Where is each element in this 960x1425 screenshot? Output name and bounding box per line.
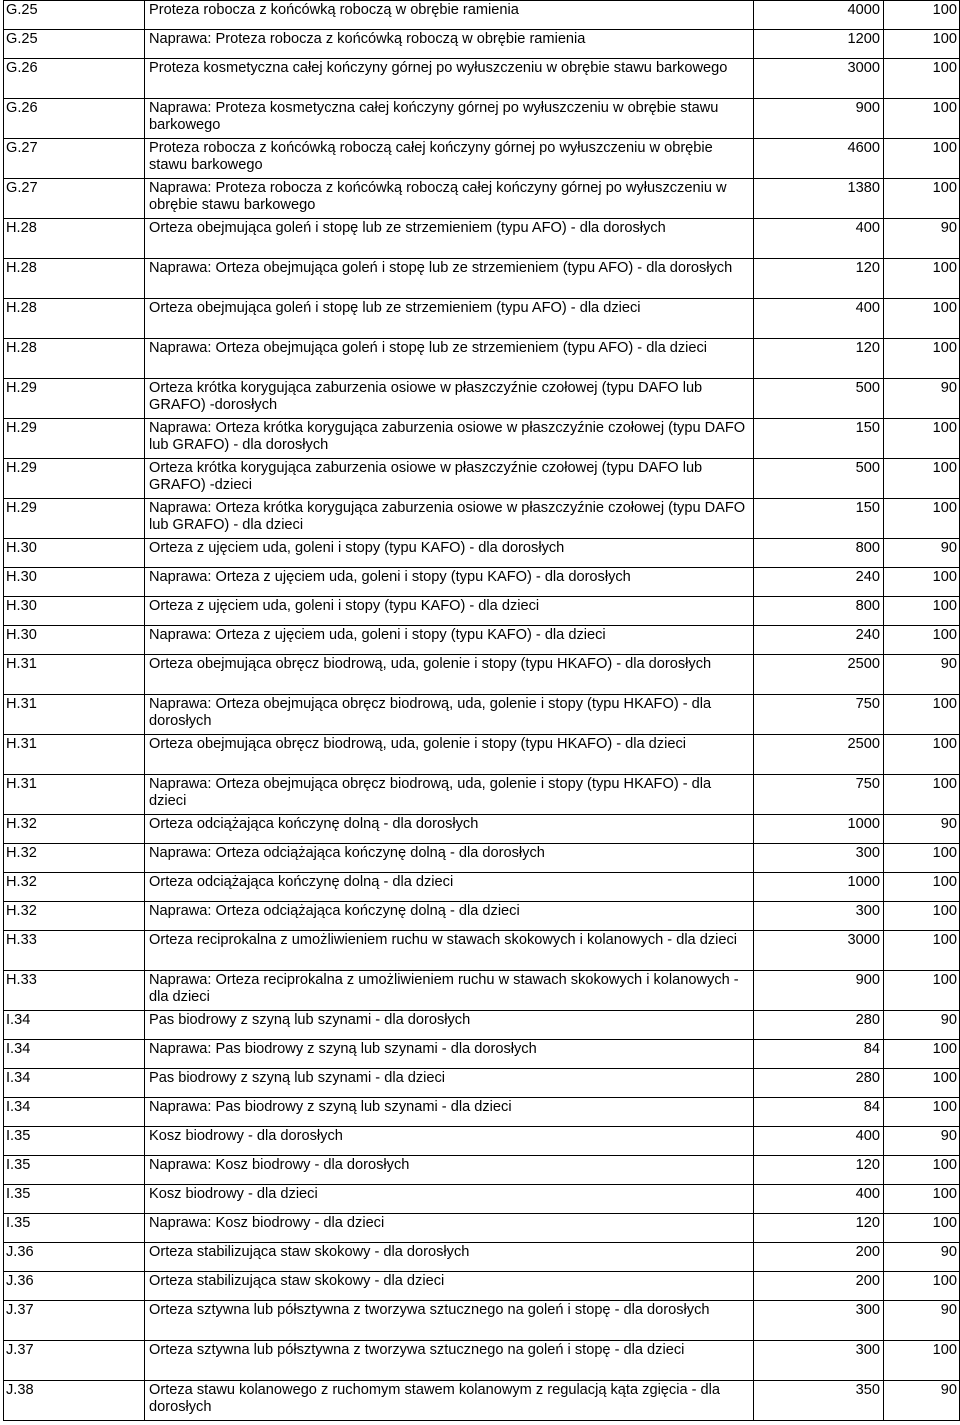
description-cell: Naprawa: Proteza robocza z końcówką roboczą całej kończyny górnej po wyłuszczeniu w obrębie stawu barkowego <box>145 179 754 219</box>
code-cell: H.28 <box>4 259 145 299</box>
description-cell: Naprawa: Kosz biodrowy - dla dorosłych <box>145 1156 754 1185</box>
price-cell: 280 <box>754 1011 884 1040</box>
description-cell: Orteza obejmująca obręcz biodrową, uda, golenie i stopy (typu HKAFO) - dla dorosłych <box>145 655 754 695</box>
price-cell: 300 <box>754 1341 884 1381</box>
percent-cell: 100 <box>884 459 960 499</box>
description-cell: Orteza obejmująca obręcz biodrową, uda, golenie i stopy (typu HKAFO) - dla dzieci <box>145 735 754 775</box>
table-row <box>4 626 960 655</box>
description-cell: Naprawa: Proteza robocza z końcówką roboczą w obrębie ramienia <box>145 30 754 59</box>
table-row <box>4 499 960 539</box>
percent-cell: 100 <box>884 1 960 30</box>
code-cell: J.38 <box>4 1381 145 1421</box>
description-cell: Naprawa: Orteza obejmująca goleń i stopę lub ze strzemieniem (typu AFO) - dla dorosłych <box>145 259 754 299</box>
percent-cell: 100 <box>884 1185 960 1214</box>
description-cell: Orteza stabilizująca staw skokowy - dla dzieci <box>145 1272 754 1301</box>
price-cell: 2500 <box>754 655 884 695</box>
table-row <box>4 1301 960 1341</box>
price-cell: 400 <box>754 1127 884 1156</box>
table-row <box>4 735 960 775</box>
price-cell: 200 <box>754 1272 884 1301</box>
price-cell: 84 <box>754 1098 884 1127</box>
table-row <box>4 339 960 379</box>
code-cell: H.28 <box>4 219 145 259</box>
code-cell: H.31 <box>4 655 145 695</box>
price-cell: 120 <box>754 339 884 379</box>
table-row <box>4 419 960 459</box>
table-row <box>4 1381 960 1421</box>
table-row <box>4 1011 960 1040</box>
code-cell: H.28 <box>4 299 145 339</box>
description-cell: Orteza odciążająca kończynę dolną - dla dorosłych <box>145 815 754 844</box>
price-table <box>3 0 960 1421</box>
description-cell: Pas biodrowy z szyną lub szynami - dla dorosłych <box>145 1011 754 1040</box>
percent-cell: 90 <box>884 1301 960 1341</box>
percent-cell: 100 <box>884 597 960 626</box>
code-cell: H.33 <box>4 971 145 1011</box>
table-row <box>4 1069 960 1098</box>
price-cell: 4600 <box>754 139 884 179</box>
table-row <box>4 1214 960 1243</box>
code-cell: H.32 <box>4 873 145 902</box>
percent-cell: 100 <box>884 1341 960 1381</box>
code-cell: H.31 <box>4 735 145 775</box>
description-cell: Naprawa: Orteza obejmująca obręcz biodrową, uda, golenie i stopy (typu HKAFO) - dla dorosłych <box>145 695 754 735</box>
percent-cell: 100 <box>884 99 960 139</box>
table-row <box>4 815 960 844</box>
percent-cell: 100 <box>884 499 960 539</box>
percent-cell: 100 <box>884 971 960 1011</box>
price-cell: 4000 <box>754 1 884 30</box>
table-row <box>4 379 960 419</box>
table-row <box>4 775 960 815</box>
percent-cell: 100 <box>884 626 960 655</box>
table-row <box>4 1040 960 1069</box>
table-row <box>4 459 960 499</box>
code-cell: G.26 <box>4 59 145 99</box>
description-cell: Naprawa: Orteza obejmująca obręcz biodrową, uda, golenie i stopy (typu HKAFO) - dla dzieci <box>145 775 754 815</box>
table-row <box>4 99 960 139</box>
description-cell: Naprawa: Orteza krótka korygująca zaburzenia osiowe w płaszczyźnie czołowej (typu DAFO lub GRAFO) - dla dorosłych <box>145 419 754 459</box>
price-cell: 350 <box>754 1381 884 1421</box>
percent-cell: 100 <box>884 299 960 339</box>
table-row <box>4 59 960 99</box>
description-cell: Orteza krótka korygująca zaburzenia osiowe w płaszczyźnie czołowej (typu DAFO lub GRAFO) -dzieci <box>145 459 754 499</box>
description-cell: Orteza sztywna lub półsztywna z tworzywa sztucznego na goleń i stopę - dla dzieci <box>145 1341 754 1381</box>
table-row <box>4 1127 960 1156</box>
code-cell: J.36 <box>4 1243 145 1272</box>
code-cell: H.30 <box>4 626 145 655</box>
price-table-body <box>4 1 960 1421</box>
table-row <box>4 655 960 695</box>
description-cell: Kosz biodrowy - dla dorosłych <box>145 1127 754 1156</box>
percent-cell: 90 <box>884 1011 960 1040</box>
code-cell: H.29 <box>4 419 145 459</box>
description-cell: Orteza stawu kolanowego z ruchomym stawem kolanowym z regulacją kąta zgięcia - dla dorosłych <box>145 1381 754 1421</box>
code-cell: G.27 <box>4 179 145 219</box>
code-cell: G.27 <box>4 139 145 179</box>
percent-cell: 100 <box>884 1069 960 1098</box>
description-cell: Naprawa: Kosz biodrowy - dla dzieci <box>145 1214 754 1243</box>
price-cell: 240 <box>754 626 884 655</box>
description-cell: Naprawa: Orteza z ujęciem uda, goleni i stopy (typu KAFO) - dla dzieci <box>145 626 754 655</box>
price-cell: 900 <box>754 971 884 1011</box>
price-cell: 120 <box>754 1156 884 1185</box>
code-cell: H.29 <box>4 379 145 419</box>
table-row <box>4 568 960 597</box>
table-row <box>4 844 960 873</box>
description-cell: Proteza kosmetyczna całej kończyny górnej po wyłuszczeniu w obrębie stawu barkowego <box>145 59 754 99</box>
price-cell: 2500 <box>754 735 884 775</box>
percent-cell: 100 <box>884 179 960 219</box>
description-cell: Proteza robocza z końcówką roboczą całej kończyny górnej po wyłuszczeniu w obrębie stawu barkowego <box>145 139 754 179</box>
code-cell: I.35 <box>4 1185 145 1214</box>
price-cell: 400 <box>754 299 884 339</box>
percent-cell: 100 <box>884 844 960 873</box>
description-cell: Orteza obejmująca goleń i stopę lub ze strzemieniem (typu AFO) - dla dorosłych <box>145 219 754 259</box>
table-row <box>4 873 960 902</box>
code-cell: G.26 <box>4 99 145 139</box>
percent-cell: 100 <box>884 1040 960 1069</box>
description-cell: Pas biodrowy z szyną lub szynami - dla dzieci <box>145 1069 754 1098</box>
percent-cell: 90 <box>884 655 960 695</box>
table-row <box>4 539 960 568</box>
table-row <box>4 30 960 59</box>
code-cell: I.34 <box>4 1069 145 1098</box>
description-cell: Proteza robocza z końcówką roboczą w obrębie ramienia <box>145 1 754 30</box>
price-cell: 120 <box>754 1214 884 1243</box>
code-cell: H.28 <box>4 339 145 379</box>
code-cell: H.31 <box>4 695 145 735</box>
description-cell: Naprawa: Pas biodrowy z szyną lub szynami - dla dorosłych <box>145 1040 754 1069</box>
table-row <box>4 695 960 735</box>
percent-cell: 100 <box>884 419 960 459</box>
description-cell: Naprawa: Pas biodrowy z szyną lub szynami - dla dzieci <box>145 1098 754 1127</box>
price-cell: 300 <box>754 1301 884 1341</box>
price-cell: 3000 <box>754 931 884 971</box>
description-cell: Orteza z ujęciem uda, goleni i stopy (typu KAFO) - dla dorosłych <box>145 539 754 568</box>
price-cell: 200 <box>754 1243 884 1272</box>
code-cell: I.35 <box>4 1156 145 1185</box>
code-cell: G.25 <box>4 1 145 30</box>
percent-cell: 100 <box>884 1098 960 1127</box>
code-cell: I.34 <box>4 1040 145 1069</box>
percent-cell: 90 <box>884 815 960 844</box>
percent-cell: 100 <box>884 902 960 931</box>
percent-cell: 90 <box>884 379 960 419</box>
table-row <box>4 902 960 931</box>
table-row <box>4 1156 960 1185</box>
description-cell: Orteza sztywna lub półsztywna z tworzywa sztucznego na goleń i stopę - dla dorosłych <box>145 1301 754 1341</box>
code-cell: H.29 <box>4 499 145 539</box>
code-cell: H.29 <box>4 459 145 499</box>
price-cell: 1200 <box>754 30 884 59</box>
table-row <box>4 1 960 30</box>
price-cell: 750 <box>754 695 884 735</box>
price-cell: 240 <box>754 568 884 597</box>
table-row <box>4 139 960 179</box>
percent-cell: 90 <box>884 539 960 568</box>
description-cell: Orteza odciążająca kończynę dolną - dla dzieci <box>145 873 754 902</box>
percent-cell: 100 <box>884 339 960 379</box>
code-cell: I.35 <box>4 1127 145 1156</box>
description-cell: Naprawa: Orteza reciprokalna z umożliwieniem ruchu w stawach skokowych i kolanowych - dla dzieci <box>145 971 754 1011</box>
percent-cell: 100 <box>884 1214 960 1243</box>
percent-cell: 90 <box>884 1127 960 1156</box>
description-cell: Naprawa: Orteza obejmująca goleń i stopę lub ze strzemieniem (typu AFO) - dla dzieci <box>145 339 754 379</box>
price-cell: 800 <box>754 597 884 626</box>
description-cell: Orteza reciprokalna z umożliwieniem ruchu w stawach skokowych i kolanowych - dla dzieci <box>145 931 754 971</box>
percent-cell: 100 <box>884 1156 960 1185</box>
price-cell: 1000 <box>754 815 884 844</box>
code-cell: H.33 <box>4 931 145 971</box>
percent-cell: 90 <box>884 1243 960 1272</box>
price-cell: 500 <box>754 459 884 499</box>
price-cell: 1000 <box>754 873 884 902</box>
code-cell: H.30 <box>4 597 145 626</box>
table-row <box>4 1185 960 1214</box>
table-row <box>4 1341 960 1381</box>
price-cell: 150 <box>754 499 884 539</box>
price-cell: 900 <box>754 99 884 139</box>
percent-cell: 100 <box>884 931 960 971</box>
price-cell: 150 <box>754 419 884 459</box>
description-cell: Naprawa: Orteza odciążająca kończynę dolną - dla dzieci <box>145 902 754 931</box>
price-cell: 800 <box>754 539 884 568</box>
table-row <box>4 971 960 1011</box>
percent-cell: 100 <box>884 30 960 59</box>
code-cell: H.32 <box>4 844 145 873</box>
price-cell: 400 <box>754 219 884 259</box>
code-cell: H.30 <box>4 539 145 568</box>
percent-cell: 90 <box>884 1381 960 1421</box>
percent-cell: 100 <box>884 259 960 299</box>
price-cell: 750 <box>754 775 884 815</box>
table-row <box>4 219 960 259</box>
code-cell: G.25 <box>4 30 145 59</box>
table-row <box>4 1272 960 1301</box>
code-cell: H.32 <box>4 902 145 931</box>
price-cell: 500 <box>754 379 884 419</box>
code-cell: J.37 <box>4 1301 145 1341</box>
percent-cell: 100 <box>884 1272 960 1301</box>
description-cell: Orteza stabilizująca staw skokowy - dla dorosłych <box>145 1243 754 1272</box>
price-cell: 1380 <box>754 179 884 219</box>
percent-cell: 100 <box>884 568 960 597</box>
code-cell: H.32 <box>4 815 145 844</box>
description-cell: Naprawa: Proteza kosmetyczna całej kończyny górnej po wyłuszczeniu w obrębie stawu barkowego <box>145 99 754 139</box>
code-cell: I.34 <box>4 1011 145 1040</box>
table-row <box>4 931 960 971</box>
description-cell: Naprawa: Orteza krótka korygująca zaburzenia osiowe w płaszczyźnie czołowej (typu DAFO lub GRAFO) - dla dzieci <box>145 499 754 539</box>
percent-cell: 100 <box>884 139 960 179</box>
table-row <box>4 1098 960 1127</box>
code-cell: J.36 <box>4 1272 145 1301</box>
price-cell: 120 <box>754 259 884 299</box>
code-cell: J.37 <box>4 1341 145 1381</box>
percent-cell: 100 <box>884 695 960 735</box>
price-cell: 3000 <box>754 59 884 99</box>
code-cell: H.31 <box>4 775 145 815</box>
code-cell: I.35 <box>4 1214 145 1243</box>
description-cell: Kosz biodrowy - dla dzieci <box>145 1185 754 1214</box>
table-row <box>4 1243 960 1272</box>
description-cell: Naprawa: Orteza z ujęciem uda, goleni i stopy (typu KAFO) - dla dorosłych <box>145 568 754 597</box>
description-cell: Naprawa: Orteza odciążająca kończynę dolną - dla dorosłych <box>145 844 754 873</box>
description-cell: Orteza z ujęciem uda, goleni i stopy (typu KAFO) - dla dzieci <box>145 597 754 626</box>
price-cell: 300 <box>754 844 884 873</box>
description-cell: Orteza obejmująca goleń i stopę lub ze strzemieniem (typu AFO) - dla dzieci <box>145 299 754 339</box>
price-cell: 280 <box>754 1069 884 1098</box>
percent-cell: 100 <box>884 775 960 815</box>
percent-cell: 90 <box>884 219 960 259</box>
price-cell: 400 <box>754 1185 884 1214</box>
table-row <box>4 299 960 339</box>
price-cell: 84 <box>754 1040 884 1069</box>
table-row <box>4 179 960 219</box>
price-cell: 300 <box>754 902 884 931</box>
code-cell: H.30 <box>4 568 145 597</box>
percent-cell: 100 <box>884 873 960 902</box>
code-cell: I.34 <box>4 1098 145 1127</box>
percent-cell: 100 <box>884 59 960 99</box>
table-row <box>4 597 960 626</box>
table-row <box>4 259 960 299</box>
percent-cell: 100 <box>884 735 960 775</box>
description-cell: Orteza krótka korygująca zaburzenia osiowe w płaszczyźnie czołowej (typu DAFO lub GRAFO) -dorosłych <box>145 379 754 419</box>
